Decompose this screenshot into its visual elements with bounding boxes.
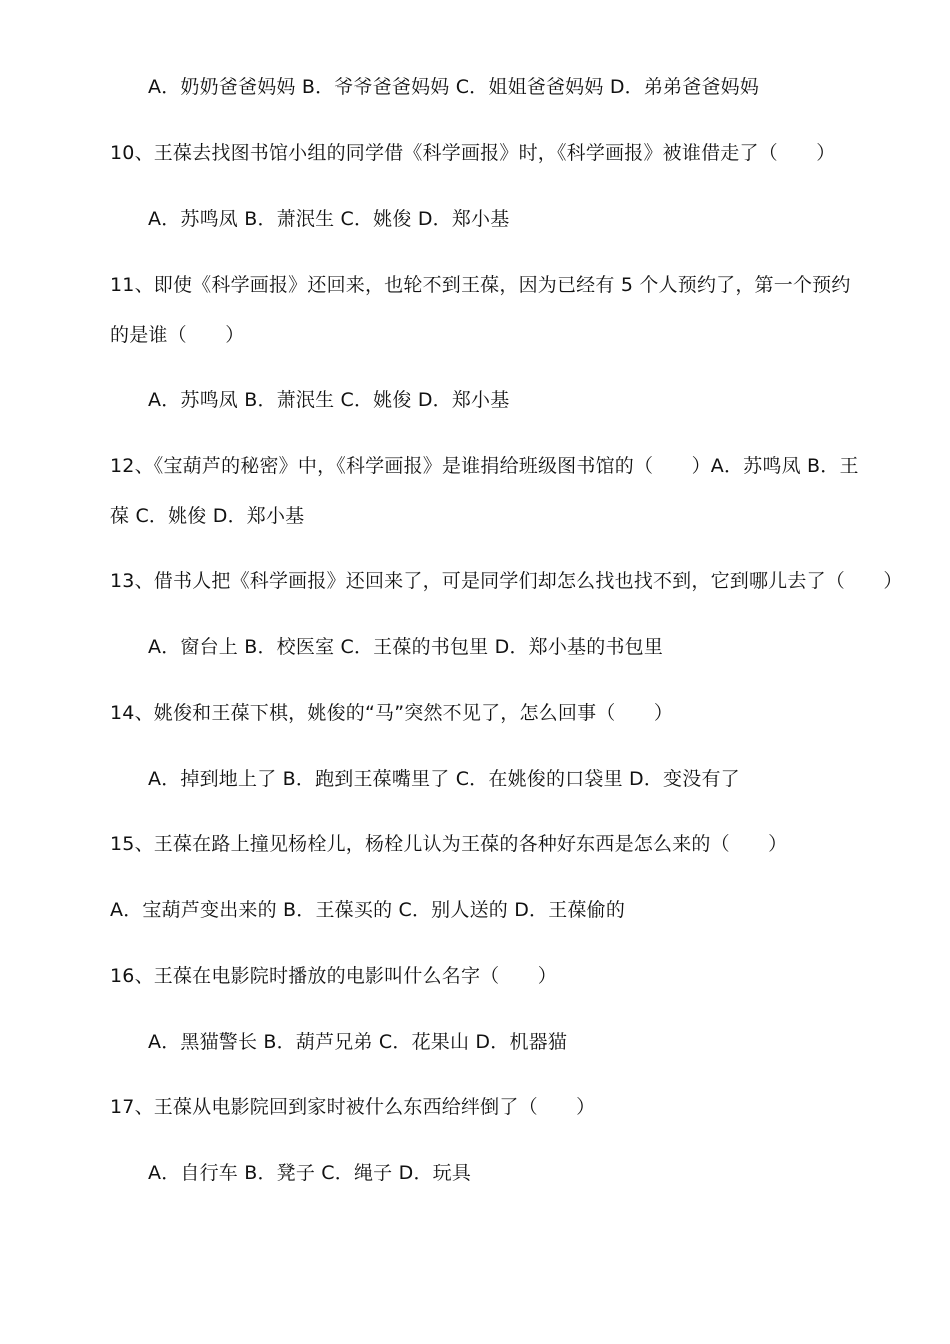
q13-question: 13、借书人把《科学画报》还回来了，可是同学们却怎么找也找不到，它到哪儿去了（ ） [110,570,903,592]
q10-options: A．苏鸣凤 B．萧泯生 C．姚俊 D．郑小基 [148,208,510,230]
q10-question: 10、王葆去找图书馆小组的同学借《科学画报》时，《科学画报》被谁借走了（ ） [110,142,836,164]
q11-question: 11、即使《科学画报》还回来，也轮不到王葆，因为已经有 5 个人预约了，第一个预约 [110,274,851,296]
q17-options: A．自行车 B．凳子 C．绳子 D．玩具 [148,1162,472,1184]
q14-question: 14、姚俊和王葆下棋，姚俊的“马”突然不见了，怎么回事（ ） [110,702,674,724]
q15-options: A．宝葫芦变出来的 B．王葆买的 C．别人送的 D．王葆偷的 [110,899,626,921]
q12-question: 12、《宝葫芦的秘密》中，《科学画报》是谁捐给班级图书馆的（ ）A．苏鸣凤 B．王 [110,455,859,477]
q12-question-cont: 葆 C．姚俊 D．郑小基 [110,505,305,527]
q16-question: 16、王葆在电影院时播放的电影叫什么名字（ ） [110,965,557,987]
q14-options: A．掉到地上了 B．跑到王葆嘴里了 C．在姚俊的口袋里 D．变没有了 [148,768,740,790]
q11-question-cont: 的是谁（ ） [110,324,245,346]
q13-options: A．窗台上 B．校医室 C．王葆的书包里 D．郑小基的书包里 [148,636,664,658]
q11-options: A．苏鸣凤 B．萧泯生 C．姚俊 D．郑小基 [148,389,510,411]
q16-options: A．黑猫警长 B．葫芦兄弟 C．花果山 D．机器猫 [148,1031,568,1053]
q9-options: A．奶奶爸爸妈妈 B．爷爷爸爸妈妈 C．姐姐爸爸妈妈 D．弟弟爸爸妈妈 [148,76,760,98]
q17-question: 17、王葆从电影院回到家时被什么东西给绊倒了（ ） [110,1096,596,1118]
q15-question: 15、王葆在路上撞见杨栓儿，杨栓儿认为王葆的各种好东西是怎么来的（ ） [110,833,788,855]
